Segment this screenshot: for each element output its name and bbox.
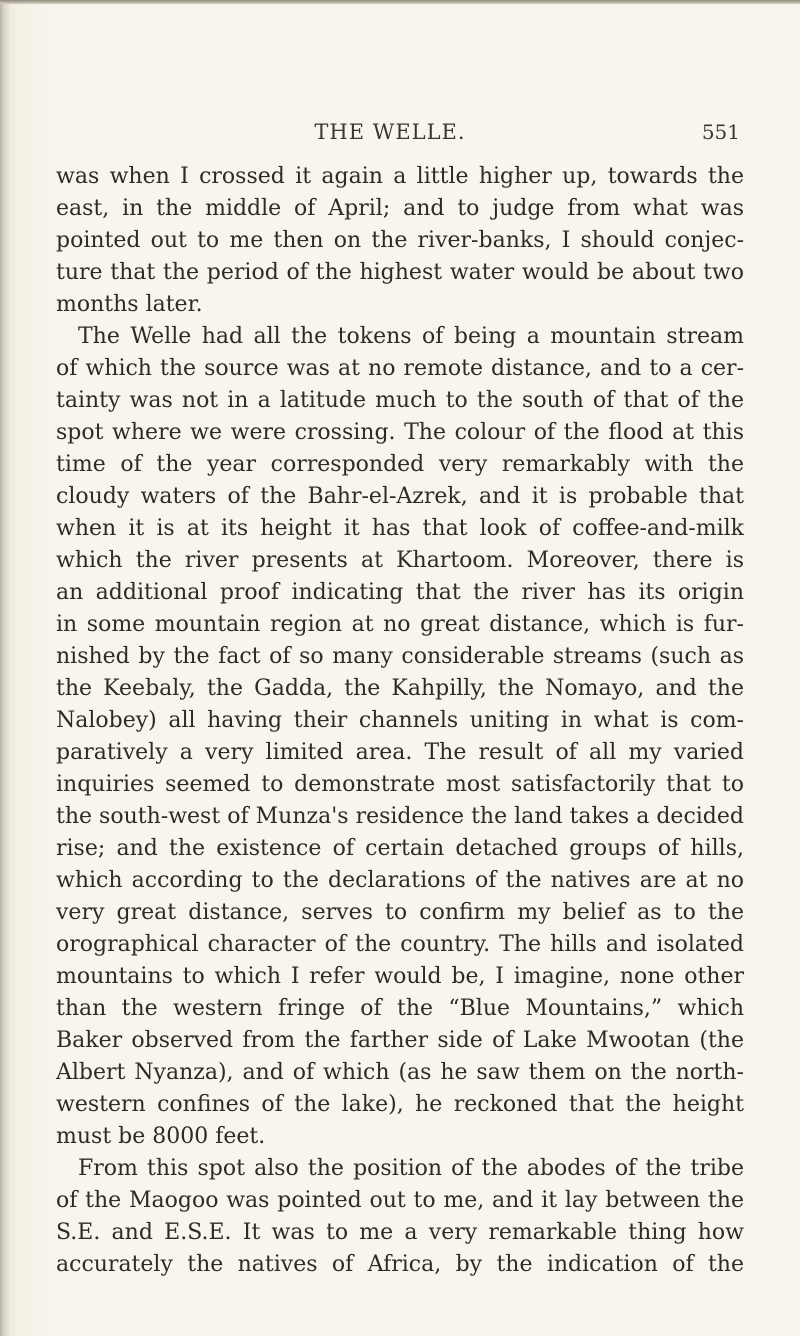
text-line: western confines of the lake), he reckoned that the height bbox=[56, 1092, 744, 1117]
text-line: of the Maogoo was pointed out to me, and it lay between the bbox=[56, 1188, 744, 1213]
text-line: Albert Nyanza), and of which (as he saw them on the north- bbox=[56, 1060, 744, 1085]
text-line: of which the source was at no remote distance, and to a cer- bbox=[56, 356, 744, 381]
text-line: ture that the period of the highest water would be about two bbox=[56, 260, 744, 285]
text-line: which the river presents at Khartoom. Moreover, there is bbox=[56, 548, 744, 573]
paragraph-start-line: The Welle had all the tokens of being a mountain stream bbox=[78, 324, 744, 349]
text-line: inquiries seemed to demonstrate most satisfactorily that to bbox=[56, 772, 744, 797]
text-line: spot where we were crossing. The colour of the flood at this bbox=[56, 420, 744, 445]
text-line: time of the year corresponded very remarkably with the bbox=[56, 452, 744, 477]
text-line: the south-west of Munza's residence the land takes a decided bbox=[56, 804, 744, 829]
text-line: was when I crossed it again a little higher up, towards the bbox=[56, 164, 744, 189]
text-line: nished by the fact of so many considerable streams (such as bbox=[56, 644, 744, 669]
text-line: paratively a very limited area. The result of all my varied bbox=[56, 740, 744, 765]
running-title: THE WELLE. bbox=[314, 120, 466, 144]
text-line: mountains to which I refer would be, I imagine, none other bbox=[56, 964, 744, 989]
text-line: accurately the natives of Africa, by the indication of the bbox=[56, 1252, 744, 1277]
text-line: when it is at its height it has that look of coffee-and-milk bbox=[56, 516, 744, 541]
text-line: months later. bbox=[56, 292, 203, 317]
text-line: the Keebaly, the Gadda, the Kahpilly, the Nomayo, and the bbox=[56, 676, 744, 701]
text-line: must be 8000 feet. bbox=[56, 1124, 266, 1149]
text-line: east, in the middle of April; and to judge from what was bbox=[56, 196, 744, 221]
text-line: in some mountain region at no great distance, which is fur- bbox=[56, 612, 744, 637]
text-line: Baker observed from the farther side of Lake Mwootan (the bbox=[56, 1028, 744, 1053]
text-line: very great distance, serves to confirm my belief as to the bbox=[56, 900, 744, 925]
text-line: pointed out to me then on the river-banks, I should conjec- bbox=[56, 228, 744, 253]
text-body bbox=[56, 161, 744, 1281]
page-top-edge bbox=[0, 0, 800, 4]
page-binding-edge bbox=[0, 0, 10, 1336]
text-line: than the western fringe of the “Blue Mountains,” which bbox=[56, 996, 744, 1021]
text-line: orographical character of the country. The hills and isolated bbox=[56, 932, 744, 957]
text-line: Nalobey) all having their channels uniting in what is com- bbox=[56, 708, 744, 733]
paragraph-start-line: From this spot also the position of the abodes of the tribe bbox=[78, 1156, 744, 1181]
text-line: cloudy waters of the Bahr-el-Azrek, and it is probable that bbox=[56, 484, 744, 509]
text-line: S.E. and E.S.E. It was to me a very remarkable thing how bbox=[56, 1220, 744, 1245]
text-line: rise; and the existence of certain detached groups of hills, bbox=[56, 836, 744, 861]
running-head bbox=[0, 118, 800, 148]
page-number: 551 bbox=[701, 120, 740, 144]
text-line: which according to the declarations of the natives are at no bbox=[56, 868, 744, 893]
text-line: an additional proof indicating that the river has its origin bbox=[56, 580, 744, 605]
text-line: tainty was not in a latitude much to the south of that of the bbox=[56, 388, 744, 413]
